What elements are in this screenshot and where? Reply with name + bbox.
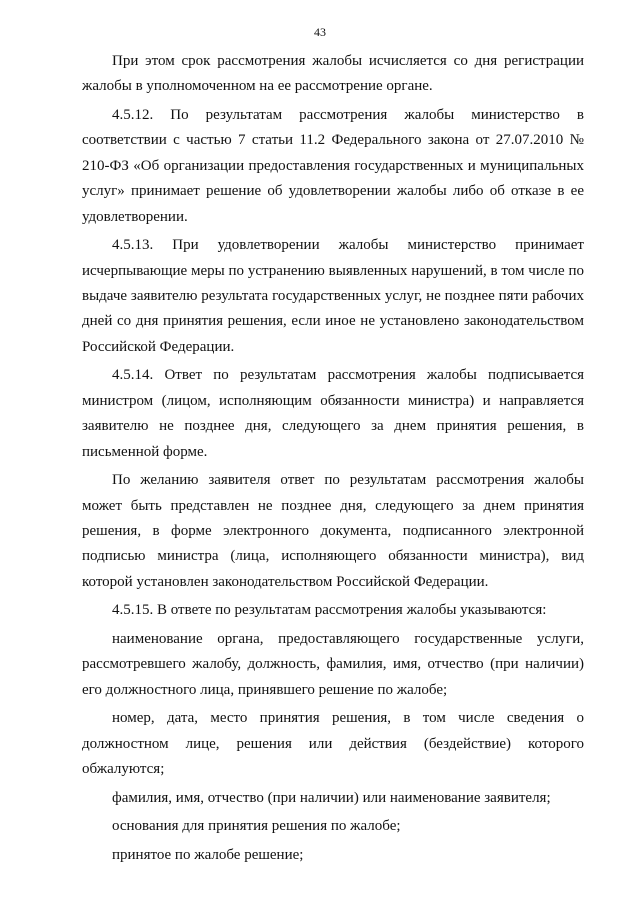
paragraph-electronic-response: По желанию заявителя ответ по результатам рассмотрения жалобы может быть представлен не позднее дня, следующего за днем принятия решения, в форме электронного документа, подписанного электронной подписью министра (лица, исполняющего обязанности министра), вид которой установлен законодательством Российской Федерации. (82, 472, 584, 590)
list-item-applicant-name: фамилия, имя, отчество (при наличии) или наименование заявителя; (112, 789, 551, 806)
paragraph-4-5-12: 4.5.12. По результатам рассмотрения жалобы министерство в соответствии с частью 7 статьи 11.2 Федерального закона от 27.07.2010 № 210-ФЗ «Об организации предоставления государственных и муниципальных услуг» принимает решение об удовлетворении жалобы либо об отказе в ее удовлетворении. (82, 107, 584, 225)
page-number: 43 (314, 25, 326, 39)
list-item-authority-name: наименование органа, предоставляющего государственные услуги, рассмотревшего жалобу, должность, фамилия, имя, отчество (при наличии) его должностного лица, принявшего решение по жалобе; (82, 631, 584, 698)
paragraph-4-5-13: 4.5.13. При удовлетворении жалобы министерство принимает исчерпывающие меры по устранению выявленных нарушений, в том числе по выдаче заявителю результата государственных услуг, не позднее пяти рабочих дней со дня принятия решения, если иное не установлено законодательством Российской Федерации. (82, 237, 584, 355)
list-item-decision-taken: принятое по жалобе решение; (112, 847, 304, 864)
paragraph-4-5-14: 4.5.14. Ответ по результатам рассмотрения жалобы подписывается министром (лицом, исполняющим обязанности министра) и направляется заявителю не позднее дня, следующего за днем принятия решения, в письменной форме. (82, 367, 584, 460)
list-item-decision-grounds: основания для принятия решения по жалобе; (112, 818, 401, 835)
list-item-decision-details: номер, дата, место принятия решения, в том числе сведения о должностном лице, решения или действия (бездействие) которого обжалуются; (82, 710, 584, 778)
paragraph-4-5-15: 4.5.15. В ответе по результатам рассмотрения жалобы указываются: (112, 602, 547, 619)
body-text (82, 49, 584, 868)
paragraph-complaint-term: При этом срок рассмотрения жалобы исчисляется со дня регистрации жалобы в уполномоченном на ее рассмотрение органе. (82, 53, 584, 95)
